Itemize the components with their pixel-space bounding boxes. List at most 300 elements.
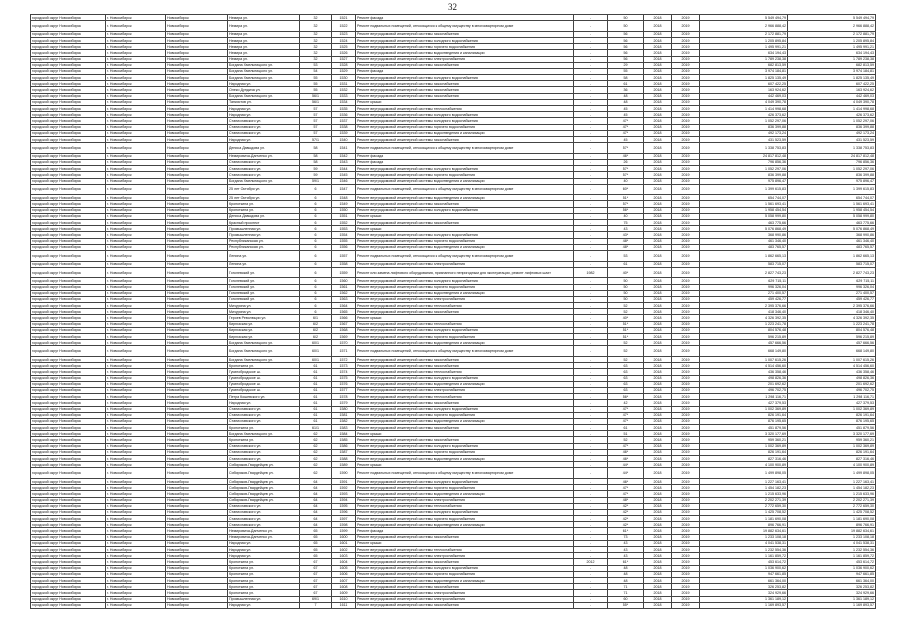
cell-work_type: Ремонт крыши [356,99,574,105]
cell-year_to: 2019 [672,44,700,50]
cell-street: Немира ул. [228,50,300,56]
cell-index: 1600 [332,534,356,540]
cell-flag: - [574,577,608,583]
cell-house: 6 [300,267,332,278]
cell-house: 64 [300,516,332,522]
cell-municipality: городской округ Новосибирск [31,369,106,375]
cell-cost_total: 1 161 859,72 [700,553,788,559]
cell-house: 6 [300,284,332,290]
cell-cost_total: 836 399,88 [700,124,788,130]
cell-municipality: городской округ Новосибирск [31,602,106,608]
cell-index: 1528 [332,62,356,68]
cell-house: 6 [300,226,332,232]
cell-index: 1609 [332,590,356,596]
cell-house: 6 [300,207,332,213]
cell-year_to: 2019 [672,491,700,497]
cell-house: 59 [300,166,332,172]
cell-year_to: 2019 [672,503,700,509]
cell-cost_total: 1 007 615,26 [700,357,788,363]
cell-street: Богдана Хмельницкого ул. [228,62,300,68]
cell-house: 67 [300,577,332,583]
cell-settlement: г. Новосибирск [106,559,166,565]
cell-flag: - [574,590,608,596]
cell-district: Новосибирск [166,468,228,479]
cell-cost_program: 1 958 454,54 [788,207,876,213]
cell-cost_total: 804 576,48 [700,327,788,333]
cell-work_type: Ремонт крыши [356,462,574,468]
cell-municipality: городской округ Новосибирск [31,590,106,596]
cell-year_to: 2019 [672,584,700,590]
cell-flag: - [574,15,608,21]
cell-street: Станиславского ул. [228,522,300,528]
cell-cost_program: 1 002 369,89 [788,406,876,412]
cell-municipality: городской округ Новосибирск [31,456,106,462]
cell-district: Новосибирск [166,315,228,321]
cell-deadline: 52 [608,309,644,315]
cell-flag: - [574,75,608,81]
cell-index: 1588 [332,456,356,462]
cell-street: Сибиряков-Гвардейцев ул. [228,497,300,503]
cell-year_from: 2018 [644,153,672,159]
cell-work_type: Ремонт внутридомовой инженерной системы холодного водоснабжения [356,207,574,213]
cell-cost_total: 1 002 369,89 [700,443,788,449]
cell-year_to: 2019 [672,590,700,596]
cell-house: 6 [300,250,332,261]
cell-work_type: Ремонт внутридомовой инженерной системы газоснабжения [356,201,574,207]
cell-year_from: 2018 [644,195,672,201]
cell-deadline: 51* [608,195,644,201]
cell-deadline: 60* [608,184,644,195]
cell-house: 67 [300,584,332,590]
cell-house: 32 [300,50,332,56]
cell-settlement: г. Новосибирск [106,195,166,201]
cell-municipality: городской округ Новосибирск [31,37,106,43]
cell-work_type: Ремонт подвальных помещений, относящихся к общему имуществу в многоквартирном доме [356,184,574,195]
cell-flag: - [574,159,608,165]
cell-index: 1573 [332,363,356,369]
cell-index: 1525 [332,44,356,50]
cell-work_type: Ремонт внутридомовой инженерной системы водоотведения и канализации [356,195,574,201]
cell-deadline: 47* [608,406,644,412]
cell-work_type: Ремонт внутридомовой инженерной системы газоснабжения [356,534,574,540]
cell-settlement: г. Новосибирск [106,261,166,267]
cell-district: Новосибирск [166,118,228,124]
cell-work_type: Ремонт фасада [356,159,574,165]
cell-year_from: 2018 [644,278,672,284]
cell-cost_total: 436 358,46 [700,369,788,375]
cell-street: Ленина ул. [228,250,300,261]
cell-street: Героев Революции ул. [228,315,300,321]
cell-municipality: городской округ Новосибирск [31,443,106,449]
cell-district: Новосибирск [166,106,228,112]
cell-work_type: Ремонт внутридомовой инженерной системы горячего водоснабжения [356,124,574,130]
register-sheet [30,14,875,609]
cell-municipality: городской округ Новосибирск [31,118,106,124]
cell-year_to: 2019 [672,449,700,455]
cell-deadline: 46* [608,153,644,159]
cell-district: Новосибирск [166,166,228,172]
cell-settlement: г. Новосибирск [106,431,166,437]
cell-year_from: 2018 [644,425,672,431]
cell-year_from: 2018 [644,124,672,130]
cell-municipality: городской округ Новосибирск [31,303,106,309]
cell-cost_total: 1 205 895,84 [700,37,788,43]
cell-flag: - [574,284,608,290]
cell-cost_program: 668 149,80 [788,346,876,357]
cell-deadline: 50 [608,290,644,296]
cell-year_to: 2019 [672,143,700,154]
cell-municipality: городской округ Новосибирск [31,340,106,346]
cell-cost_program: 459 426,77 [788,296,876,302]
cell-year_to: 2019 [672,418,700,424]
cell-municipality: городской округ Новосибирск [31,565,106,571]
cell-work_type: Ремонт внутридомовой инженерной системы горячего водоснабжения [356,516,574,522]
cell-index: 1591 [332,478,356,484]
cell-year_from: 2018 [644,571,672,577]
cell-year_to: 2019 [672,99,700,105]
cell-district: Новосибирск [166,261,228,267]
cell-index: 1549 [332,201,356,207]
cell-district: Новосибирск [166,213,228,219]
cell-district: Новосибирск [166,75,228,81]
cell-street: Петра Кошевского ул. [228,394,300,400]
cell-street: Станиславского ул. [228,503,300,509]
cell-deadline: 50 [608,21,644,32]
cell-municipality: городской округ Новосибирск [31,425,106,431]
cell-year_to: 2019 [672,381,700,387]
cell-house: 62 [300,437,332,443]
cell-street: Немира ул. [228,21,300,32]
cell-flag: - [574,261,608,267]
cell-flag: - [574,437,608,443]
cell-deadline: 51* [608,334,644,340]
cell-municipality: городской округ Новосибирск [31,130,106,136]
cell-deadline: 42* [608,509,644,515]
cell-year_from: 2018 [644,590,672,596]
cell-cost_program: 1 002 369,89 [788,443,876,449]
cell-house: 6 [300,261,332,267]
cell-street: Кропоткина ул. [228,584,300,590]
cell-cost_program: 2 966 888,42 [788,21,876,32]
cell-year_to: 2019 [672,166,700,172]
cell-flag: - [574,201,608,207]
cell-year_to: 2019 [672,443,700,449]
cell-work_type: Ремонт внутридомовой инженерной системы водоотведения и канализации [356,418,574,424]
cell-index: 1575 [332,375,356,381]
cell-cost_total: 1 232 554,36 [700,547,788,553]
cell-year_from: 2018 [644,522,672,528]
cell-deadline: 63 [608,387,644,393]
cell-settlement: г. Новосибирск [106,478,166,484]
cell-street: Кропоткина ул. [228,565,300,571]
cell-cost_total: 1 002 369,89 [700,406,788,412]
cell-cost_total: 836 399,88 [700,172,788,178]
cell-year_from: 2018 [644,400,672,406]
cell-work_type: Ремонт внутридомовой инженерной системы электроснабжения [356,553,574,559]
cell-year_to: 2019 [672,226,700,232]
cell-year_to: 2019 [672,363,700,369]
cell-index: 1595 [332,503,356,509]
cell-index: 1564 [332,303,356,309]
cell-index: 1605 [332,565,356,571]
cell-house: 62 [300,462,332,468]
cell-street: Дениса Давыдова ул. [228,213,300,219]
cell-work_type: Ремонт внутридомовой инженерной системы электроснабжения [356,387,574,393]
cell-house: 61 [300,394,332,400]
cell-flag: - [574,321,608,327]
cell-cost_total: 5 076 868,49 [700,226,788,232]
cell-index: 1589 [332,462,356,468]
cell-house: 57 [300,118,332,124]
cell-year_from: 2018 [644,172,672,178]
cell-settlement: г. Новосибирск [106,462,166,468]
cell-year_from: 2018 [644,238,672,244]
cell-flag: - [574,172,608,178]
cell-year_from: 2018 [644,462,672,468]
cell-deadline: 29 [608,62,644,68]
cell-street: Кропоткина ул. [228,590,300,596]
cell-district: Новосибирск [166,99,228,105]
cell-year_to: 2019 [672,296,700,302]
cell-house: 60/1 [300,357,332,363]
table-row [31,267,876,278]
cell-deadline: 56 [608,44,644,50]
cell-index: 1544 [332,166,356,172]
cell-deadline: 48* [608,238,644,244]
cell-year_from: 2018 [644,99,672,105]
cell-settlement: г. Новосибирск [106,577,166,583]
cell-street: Киргизская ул. [228,327,300,333]
cell-year_from: 2018 [644,584,672,590]
cell-cost_total: 596 215,89 [700,334,788,340]
cell-house: 61 [300,381,332,387]
cell-settlement: г. Новосибирск [106,449,166,455]
cell-municipality: городской округ Новосибирск [31,431,106,437]
cell-cost_program: 634 194,43 [788,50,876,56]
cell-deadline: 44* [608,462,644,468]
cell-index: 1611 [332,602,356,608]
cell-cost_program: 431 523,59 [788,136,876,142]
cell-cost_total: 996 326,04 [700,284,788,290]
cell-work_type: Ремонт крыши [356,540,574,546]
cell-work_type: Ремонт фасада [356,528,574,534]
cell-cost_program: 271 400,57 [788,290,876,296]
cell-index: 1546 [332,178,356,184]
cell-municipality: городской округ Новосибирск [31,547,106,553]
cell-work_type: Ремонт крыши [356,213,574,219]
cell-work_type: Ремонт внутридомовой инженерной системы водоотведения и канализации [356,340,574,346]
cell-municipality: городской округ Новосибирск [31,232,106,238]
cell-district: Новосибирск [166,449,228,455]
cell-house: 56/1 [300,99,332,105]
cell-municipality: городской округ Новосибирск [31,296,106,302]
cell-settlement: г. Новосибирск [106,334,166,340]
cell-year_to: 2019 [672,425,700,431]
cell-flag: - [574,315,608,321]
cell-house: 62 [300,456,332,462]
cell-cost_program: 1 862 665,13 [788,250,876,261]
cell-cost_total: 1 399 615,83 [700,184,788,195]
cell-year_to: 2019 [672,540,700,546]
cell-deadline: 43 [608,553,644,559]
cell-house: 6 [300,238,332,244]
cell-street: Кропоткина ул. [228,207,300,213]
cell-deadline: 46* [608,456,644,462]
cell-district: Новосибирск [166,387,228,393]
cell-settlement: г. Новосибирск [106,387,166,393]
cell-index: 1522 [332,21,356,32]
cell-settlement: г. Новосибирск [106,87,166,93]
cell-year_to: 2019 [672,559,700,565]
cell-district: Новосибирск [166,456,228,462]
cell-deadline: 51* [608,321,644,327]
cell-cost_program: 461 346,40 [788,238,876,244]
cell-year_from: 2018 [644,516,672,522]
cell-year_from: 2018 [644,412,672,418]
cell-flag: - [574,381,608,387]
cell-deadline: 26 [608,159,644,165]
cell-district: Новосибирск [166,596,228,602]
cell-deadline: 48 [608,99,644,105]
cell-cost_program: 5 076 868,49 [788,226,876,232]
cell-street: Немировича-Данченко ул. [228,528,300,534]
cell-deadline: 56* [608,207,644,213]
cell-year_from: 2018 [644,596,672,602]
cell-work_type: Ремонт внутридомовой инженерной системы теплоснабжения [356,321,574,327]
cell-cost_total: 1 169 893,57 [700,602,788,608]
cell-street: Кропоткина ул. [228,437,300,443]
cell-house: 59 [300,172,332,178]
cell-cost_total: 4 049 390,78 [700,99,788,105]
cell-cost_program: 1 399 615,83 [788,184,876,195]
cell-flag: - [574,565,608,571]
cell-house: 57 [300,112,332,118]
cell-cost_total: 201 692,62 [700,381,788,387]
cell-flag: - [574,431,608,437]
cell-street: Станиславского ул. [228,130,300,136]
cell-work_type: Ремонт внутридомовой инженерной системы газоснабжения [356,437,574,443]
cell-house: 64 [300,478,332,484]
cell-street: Гоголевский ул. [228,290,300,296]
cell-work_type: Ремонт внутридомовой инженерной системы газоснабжения [356,87,574,93]
cell-work_type: Ремонт внутридомовой инженерной системы водоотведения и канализации [356,456,574,462]
cell-deadline: 61 [608,81,644,87]
cell-cost_program: 661 364,00 [788,577,876,583]
cell-cost_program: 1 232 554,36 [788,547,876,553]
cell-index: 1601 [332,540,356,546]
cell-work_type: Ремонт крыши [356,226,574,232]
cell-year_to: 2019 [672,31,700,37]
cell-work_type: Ремонт внутридомовой инженерной системы газоснабжения [356,81,574,87]
cell-cost_program: 1 454 182,23 [788,485,876,491]
cell-year_to: 2019 [672,303,700,309]
cell-index: 1556 [332,244,356,250]
cell-street: Народная ул. [228,136,300,142]
cell-work_type: Ремонт или замена лифтового оборудования, признанного непригодным для эксплуатации, ремонт лифтовых шахт [356,267,574,278]
cell-deadline: 40* [608,267,644,278]
cell-flag: - [574,540,608,546]
cell-index: 1599 [332,528,356,534]
register-body [31,15,876,609]
cell-settlement: г. Новосибирск [106,540,166,546]
register-table [30,14,876,609]
cell-house: 32 [300,56,332,62]
cell-district: Новосибирск [166,44,228,50]
cell-index: 1529 [332,68,356,74]
cell-cost_program: 607 422,25 [788,81,876,87]
cell-municipality: городской округ Новосибирск [31,278,106,284]
cell-deadline: 63 [608,369,644,375]
cell-work_type: Ремонт внутридомовой инженерной системы газоснабжения [356,400,574,406]
cell-flag: - [574,400,608,406]
cell-house: 64 [300,485,332,491]
cell-district: Новосибирск [166,363,228,369]
cell-deadline: 48 [608,577,644,583]
cell-work_type: Ремонт внутридомовой инженерной системы водоотведения и канализации [356,381,574,387]
cell-house: 65 [300,553,332,559]
cell-year_to: 2019 [672,81,700,87]
cell-street: Богдана Хмельницкого ул. [228,93,300,99]
cell-cost_program: 1 161 859,72 [788,553,876,559]
cell-flag: - [574,130,608,136]
cell-cost_program: 2 202 271,39 [788,497,876,503]
cell-district: Новосибирск [166,56,228,62]
cell-year_from: 2018 [644,244,672,250]
table-row [31,250,876,261]
cell-deadline: 48* [608,497,644,503]
cell-deadline: 45 [608,112,644,118]
cell-year_from: 2018 [644,31,672,37]
cell-work_type: Ремонт подвальных помещений, относящихся к общему имуществу в многоквартирном доме [356,143,574,154]
cell-municipality: городской округ Новосибирск [31,50,106,56]
cell-index: 1606 [332,571,356,577]
cell-settlement: г. Новосибирск [106,143,166,154]
cell-cost_total: 426 373,62 [700,112,788,118]
cell-cost_total: 959 360,21 [700,437,788,443]
cell-cost_total: 1 036 900,62 [700,565,788,571]
cell-flag: - [574,226,608,232]
cell-work_type: Ремонт внутридомовой инженерной системы холодного водоснабжения [356,375,574,381]
cell-municipality: городской округ Новосибирск [31,400,106,406]
cell-year_to: 2019 [672,261,700,267]
cell-district: Новосибирск [166,590,228,596]
cell-settlement: г. Новосибирск [106,207,166,213]
cell-year_from: 2018 [644,375,672,381]
cell-district: Новосибирск [166,226,228,232]
cell-work_type: Ремонт внутридомовой инженерной системы водоотведения и канализации [356,290,574,296]
cell-district: Новосибирск [166,443,228,449]
cell-house: 32 [300,31,332,37]
cell-year_to: 2019 [672,497,700,503]
cell-house: 65 [300,534,332,540]
cell-district: Новосибирск [166,327,228,333]
cell-settlement: г. Новосибирск [106,443,166,449]
cell-deadline: 60 [608,596,644,602]
cell-cost_total: 271 400,57 [700,290,788,296]
cell-index: 1557 [332,250,356,261]
cell-settlement: г. Новосибирск [106,136,166,142]
cell-year_to: 2019 [672,213,700,219]
cell-index: 1559 [332,267,356,278]
cell-municipality: городской округ Новосибирск [31,195,106,201]
cell-deadline: 36 [608,87,644,93]
cell-house: 65 [300,528,332,534]
cell-flag: - [574,346,608,357]
cell-street: Киргизская ул. [228,334,300,340]
cell-year_from: 2018 [644,381,672,387]
cell-work_type: Ремонт внутридомовой инженерной системы холодного водоснабжения [356,166,574,172]
cell-index: 1558 [332,261,356,267]
